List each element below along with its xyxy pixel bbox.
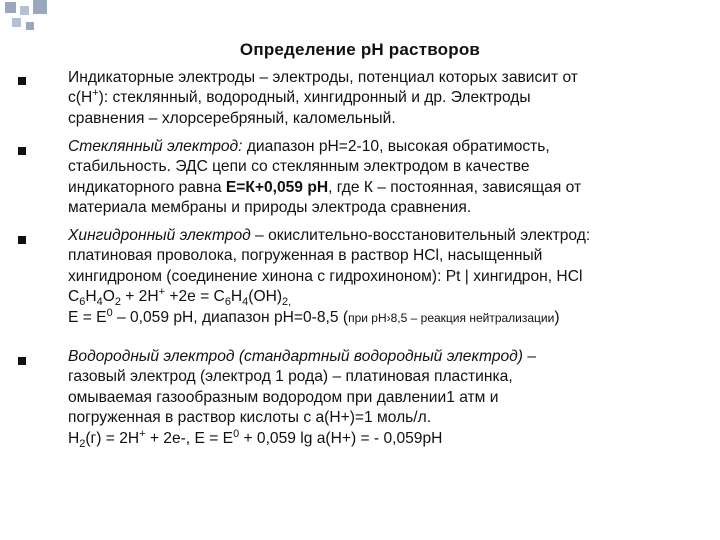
text-run: (ОН) <box>248 288 283 306</box>
text-run: + 2е-, Е = Е <box>145 429 234 447</box>
text-run: индикаторного равна <box>68 178 226 196</box>
text-run: погруженная в раствор кислоты с а(Н+)=1 моль/л. <box>68 409 432 427</box>
text-run: + <box>92 87 99 100</box>
slide-title: Определение рН растворов <box>239 40 481 59</box>
text-run: ): стеклянный, водородный, хингидронный и др. Электроды <box>98 89 531 107</box>
text-run: стабильность. ЭДС цепи со стеклянным электродом в качестве <box>68 158 530 176</box>
text-run: 6 <box>79 296 86 309</box>
text-run: + <box>158 286 165 299</box>
text-run: 2 <box>114 296 121 309</box>
text-run: , где К – постоянная, зависящая от <box>328 178 582 196</box>
bullet-item-4 <box>68 347 688 449</box>
text-run: Е = Е <box>68 308 107 326</box>
bullet-item-2 <box>68 137 688 219</box>
text-run: платиновая проволока, погруженная в раствор НCl, насыщенный <box>68 247 543 265</box>
text-run: при рН›8,5 – реакция нейтрализации <box>348 310 555 325</box>
text-run: сравнения – хлорсеребряный, каломельный. <box>68 109 396 127</box>
text-run: 6 <box>224 296 231 309</box>
text-run: О <box>102 288 115 306</box>
bullet-item-1 <box>68 68 688 129</box>
text-line <box>68 287 688 307</box>
text-line <box>68 68 688 88</box>
text-run: Н <box>68 429 80 447</box>
text-run: 4 <box>96 296 103 309</box>
text-line <box>68 388 688 408</box>
bullet-4 <box>18 357 26 365</box>
text-line <box>68 429 688 449</box>
text-run: – окислительно-восстановительный электрод: <box>250 227 591 244</box>
text-run: 0 <box>233 427 240 440</box>
text-line <box>68 137 688 157</box>
bullet-1 <box>18 77 26 85</box>
bullet-item-3 <box>68 226 688 328</box>
text-line <box>68 367 688 387</box>
text-line <box>68 157 688 177</box>
text-run: 4 <box>242 296 249 309</box>
text-run: Е=К+0,059 рН <box>225 178 329 196</box>
text-line <box>68 226 688 246</box>
text-line <box>68 178 688 198</box>
text-run: (г) = 2Н <box>85 429 140 447</box>
text-run: + 2Н <box>120 288 159 306</box>
text-run: 2 <box>79 437 86 450</box>
text-line <box>68 347 688 367</box>
text-run: с(Н <box>68 89 93 107</box>
text-run: 2, <box>282 296 292 309</box>
text-line <box>68 198 688 218</box>
text-run: +2е = С <box>165 288 225 306</box>
text-run: Водородный электрод (стандартный водородный электрод) <box>68 348 523 365</box>
text-run: диапазон рН=2-10, высокая обратимость, <box>242 138 550 155</box>
text-run: – <box>523 348 537 365</box>
text-run: – 0,059 рН, диапазон рН=0-8,5 ( <box>112 308 349 326</box>
text-run: Стеклянный электрод: <box>68 138 243 155</box>
bullet-2 <box>18 147 26 155</box>
text-run: ) <box>554 308 560 326</box>
text-line <box>68 308 688 328</box>
text-line <box>68 88 688 108</box>
text-run: Н <box>230 288 243 306</box>
text-run: + <box>139 427 146 440</box>
text-line <box>68 267 688 287</box>
text-run: Хингидронный электрод <box>68 227 251 244</box>
corner-decoration <box>0 0 60 40</box>
text-run: Н <box>85 288 97 306</box>
text-run: материала мембраны и природы электрода сравнения. <box>68 199 472 217</box>
text-run: хингидроном (соединение хинона с гидрохиноном): Pt | хингидрон, HCl <box>68 267 583 285</box>
text-run: 0 <box>106 306 113 319</box>
text-run: С <box>68 288 80 306</box>
text-run: газовый электрод (электрод 1 рода) – платиновая пластинка, <box>68 368 513 386</box>
text-line <box>68 246 688 266</box>
text-line <box>68 109 688 129</box>
text-run: Индикаторные электроды – электроды, потенциал которых зависит от <box>68 69 578 86</box>
bullet-3 <box>18 236 26 244</box>
text-run: + 0,059 lg а(Н+) = - 0,059рН <box>239 429 443 447</box>
text-line <box>68 408 688 428</box>
text-run: омываемая газообразным водородом при давлении1 атм и <box>68 388 499 406</box>
